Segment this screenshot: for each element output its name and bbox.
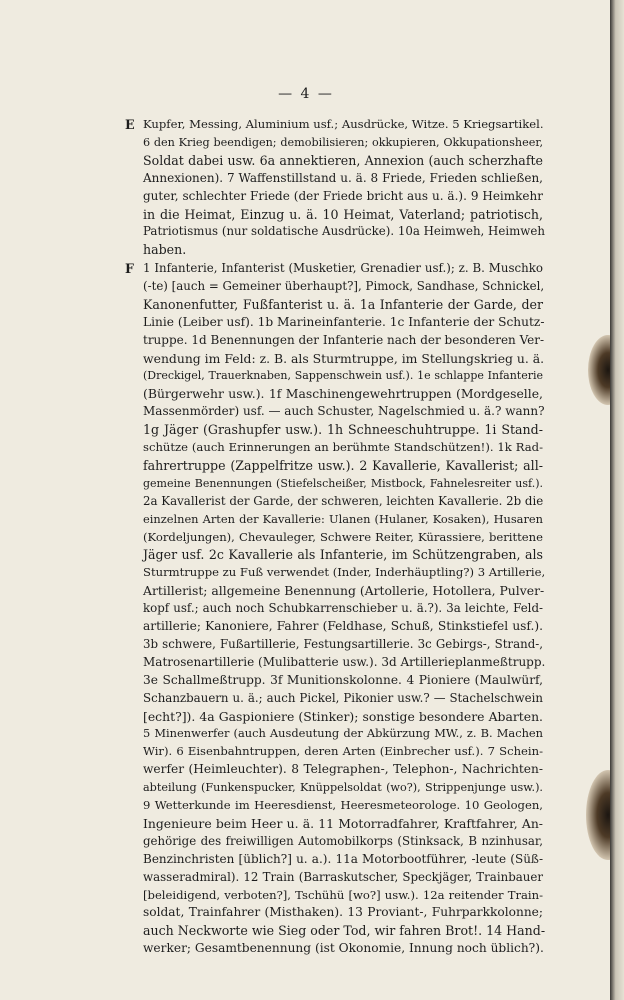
- text-line: gemeine Benennungen (Stiefelscheißer, Mistbock, Fahnelesreiter usf.).: [143, 476, 543, 490]
- text-line: werfer (Heimleuchter). 8 Telegraphen-, Telephon-, Nachrichten-: [143, 762, 543, 777]
- text-line: 1g Jäger (Grashupfer usw.). 1h Schneeschuhtruppe. 1i Stand-: [143, 422, 543, 438]
- text-line: (Kordeljungen), Chevauleger, Schwere Reiter, Kürassiere, berittene: [143, 529, 543, 544]
- text-line: Massenmörder) usf. — auch Schuster, Nagelschmied u. ä.? wann?: [143, 404, 545, 419]
- text-line: 3b schwere, Fußartillerie, Festungsartillerie. 3c Gebirgs-, Strand-,: [143, 636, 543, 651]
- text-line: Ingenieure beim Heer u. ä. 11 Motorradfahrer, Kraftfahrer, An-: [143, 815, 543, 831]
- page-number: — 4 —: [278, 86, 334, 102]
- text-line: guter, schlechter Friede (der Friede bricht aus u. ä.). 9 Heimkehr: [143, 188, 543, 203]
- text-line: 3e Schallmeßtrupp. 3f Munitionskolonne. 4 Pioniere (Maulwürf,: [143, 672, 543, 687]
- text-line: soldat, Trainfahrer (Misthaken). 13 Proviant-, Fuhrparkkolonne;: [143, 905, 543, 920]
- text-line: truppe. 1d Benennungen der Infanterie nach der besonderen Ver-: [143, 332, 545, 347]
- text-line: Linie (Leiber usf). 1b Marineinfanterie. 1c Infanterie der Schutz-: [143, 314, 545, 329]
- text-line: kopf usf.; auch noch Schubkarrenschieber u. ä.?). 3a leichte, Feld-: [143, 601, 543, 616]
- text-line: Kupfer, Messing, Aluminium usf.; Ausdrücke, Witze. 5 Kriegsartikel.: [143, 117, 544, 131]
- text-line: gehörige des freiwilligen Automobilkorps (Stinksack, B nzinhusar,: [143, 833, 543, 848]
- text-line: 5 Minenwerfer (auch Ausdeutung der Abkürzung MW., z. B. Machen: [143, 726, 543, 741]
- text-line: Jäger usf. 2c Kavallerie als Infanterie, im Schützengraben, als: [143, 547, 543, 563]
- text-line: einzelnen Arten der Kavallerie: Ulanen (Hulaner, Kosaken), Husaren: [143, 511, 543, 526]
- text-line: (-te) [auch = Gemeiner überhaupt?], Pimock, Sandhase, Schnickel,: [143, 278, 545, 293]
- text-line: Patriotismus (nur soldatische Ausdrücke). 10a Heimweh, Heimweh: [143, 224, 545, 239]
- text-line: Benzinchristen [üblich?] u. a.). 11a Motorbootführer, -leute (Süß-: [143, 851, 543, 866]
- burn-mark-lower: [586, 770, 612, 860]
- text-line: artillerie; Kanoniere, Fahrer (Feldhase, Schuß, Stinkstiefel usf.).: [143, 619, 543, 633]
- text-line: Annexionen). 7 Waffenstillstand u. ä. 8 Friede, Frieden schließen,: [143, 170, 543, 185]
- text-line: abteilung (Funkenspucker, Knüppelsoldat (wo?), Strippenjunge usw.).: [143, 781, 543, 795]
- text-line: schütze (auch Erinnerungen an berühmte Standschützen!). 1k Rad-: [143, 440, 543, 454]
- text-line: 2a Kavallerist der Garde, der schweren, leichten Kavallerie. 2b die: [143, 493, 544, 508]
- text-line: wasseradmiral). 12 Train (Barraskutscher, Speckjäger, Trainbauer: [143, 869, 543, 884]
- text-line: in die Heimat, Einzug u. ä. 10 Heimat, Vaterland; patriotisch,: [143, 206, 543, 222]
- text-line: 1 Infanterie, Infanterist (Musketier, Grenadier usf.); z. B. Muschko: [143, 261, 543, 275]
- text-line: 9 Wetterkunde im Heeresdienst, Heeresmeteorologe. 10 Geologen,: [143, 798, 543, 812]
- text-line: Sturmtruppe zu Fuß verwendet (Inder, Inderhäuptling?) 3 Artillerie,: [143, 565, 546, 580]
- text-line: auch Neckworte wie Sieg oder Tod, wir fahren Brot!. 14 Hand-: [143, 923, 546, 939]
- text-line: Artillerist; allgemeine Benennung (Artollerie, Hotollera, Pulver-: [143, 583, 545, 599]
- text-line: [echt?]). 4a Gaspioniere (Stinker); sonstige besondere Abarten.: [143, 708, 543, 724]
- text-line: Schanzbauern u. ä.; auch Pickel, Pikonier usw.? — Stachelschwein: [143, 690, 543, 705]
- text-line: haben.: [143, 242, 187, 258]
- text-line: Kanonenfutter, Fußfanterist u. ä. 1a Infanterie der Garde, der: [143, 296, 543, 312]
- text-line: [beleidigend, verboten?], Tschühü [wo?] usw.). 12a reitender Train-: [143, 887, 543, 902]
- text-line: (Dreckigel, Trauerknaben, Sappenschwein usf.). 1e schlappe Infanterie: [143, 369, 543, 383]
- section-letter: F: [125, 261, 134, 276]
- text-line: fahrertruppe (Zappelfritze usw.). 2 Kavallerie, Kavallerist; all-: [143, 457, 543, 473]
- text-line: 6 den Krieg beendigen; demobilisieren; okkupieren, Okkupationsheer,: [143, 135, 543, 149]
- burn-mark-upper: [588, 335, 612, 405]
- text-line: Soldat dabei usw. 6a annektieren, Annexion (auch scherzhafte: [143, 152, 543, 168]
- text-line: Wir). 6 Eisenbahntruppen, deren Arten (Einbrecher usf.). 7 Schein-: [143, 744, 543, 759]
- text-line: wendung im Feld: z. B. als Sturmtruppe, im Stellungskrieg u. ä.: [143, 350, 545, 366]
- text-line: (Bürgerwehr usw.). 1f Maschinengewehrtruppen (Mordgeselle,: [143, 386, 543, 402]
- text-line: werker; Gesamtbenennung (ist Okonomie, Innung noch üblich?).: [143, 941, 544, 956]
- next-page-edge: [610, 0, 624, 1000]
- section-letter: E: [125, 117, 135, 132]
- text-line: Matrosenartillerie (Mulibatterie usw.). 3d Artillerieplanmeßtrupp.: [143, 654, 546, 669]
